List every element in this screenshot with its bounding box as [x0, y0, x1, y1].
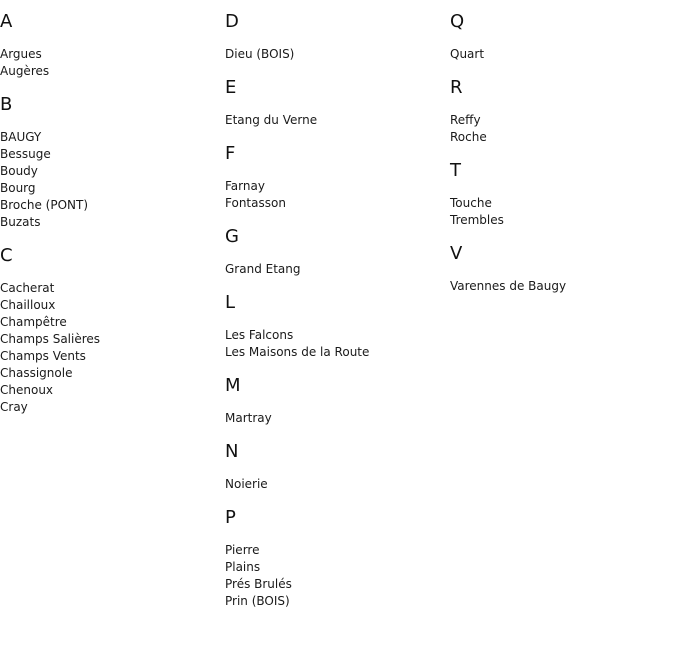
section-letter-p: P: [225, 507, 236, 528]
list-item[interactable]: Buzats: [0, 215, 41, 229]
section-b-list: [0, 129, 220, 231]
section-letter-g: G: [225, 226, 239, 247]
section-letter-c: C: [0, 245, 13, 266]
section-letter-l: L: [225, 292, 236, 313]
section-t: [450, 160, 670, 229]
list-item[interactable]: Martray: [225, 411, 272, 425]
section-letter-q: Q: [450, 11, 465, 32]
index-column-3: [450, 11, 670, 309]
section-f: [225, 143, 445, 212]
list-item[interactable]: Chailloux: [0, 298, 56, 312]
section-f-list: [225, 178, 445, 212]
section-q-list: [450, 46, 670, 63]
section-l: [225, 292, 445, 361]
section-c-list: [0, 280, 220, 416]
section-letter-n: N: [225, 441, 239, 462]
list-item[interactable]: Champêtre: [0, 315, 67, 329]
list-item[interactable]: Argues: [0, 47, 42, 61]
section-v: [450, 243, 670, 295]
section-letter-a: A: [0, 11, 13, 32]
list-item[interactable]: Pierre: [225, 543, 260, 557]
section-m-list: [225, 410, 445, 427]
list-item[interactable]: Augères: [0, 64, 50, 78]
list-item[interactable]: Reffy: [450, 113, 481, 127]
index-column-1: [0, 11, 220, 430]
section-letter-v: V: [450, 243, 463, 264]
list-item[interactable]: Quart: [450, 47, 485, 61]
list-item[interactable]: Noierie: [225, 477, 268, 491]
index-column-2: [225, 11, 445, 624]
section-letter-b: B: [0, 94, 13, 115]
section-t-list: [450, 195, 670, 229]
section-v-list: [450, 278, 670, 295]
section-letter-r: R: [450, 77, 463, 98]
section-l-list: [225, 327, 445, 361]
list-item[interactable]: Chenoux: [0, 383, 54, 397]
section-n-list: [225, 476, 445, 493]
list-item[interactable]: Prin (BOIS): [225, 594, 290, 608]
section-m: [225, 375, 445, 427]
section-q: [450, 11, 670, 63]
list-item[interactable]: Chassignole: [0, 366, 73, 380]
section-d: [225, 11, 445, 63]
list-item[interactable]: Champs Vents: [0, 349, 86, 363]
list-item[interactable]: Grand Etang: [225, 262, 301, 276]
list-item[interactable]: Cray: [0, 400, 28, 414]
section-letter-m: M: [225, 375, 241, 396]
section-letter-f: F: [225, 143, 236, 164]
section-d-list: [225, 46, 445, 63]
section-letter-e: E: [225, 77, 237, 98]
section-e: [225, 77, 445, 129]
list-item[interactable]: Bessuge: [0, 147, 51, 161]
list-item[interactable]: Trembles: [450, 213, 504, 227]
section-p-list: [225, 542, 445, 610]
list-item[interactable]: Farnay: [225, 179, 265, 193]
section-g: [225, 226, 445, 278]
section-letter-d: D: [225, 11, 239, 32]
list-item[interactable]: Champs Salières: [0, 332, 101, 346]
section-b: [0, 94, 220, 231]
section-r: [450, 77, 670, 146]
list-item[interactable]: Touche: [450, 196, 492, 210]
section-c: [0, 245, 220, 416]
section-r-list: [450, 112, 670, 146]
section-n: [225, 441, 445, 493]
list-item[interactable]: Prés Brulés: [225, 577, 292, 591]
section-p: [225, 507, 445, 610]
list-item[interactable]: Dieu (BOIS): [225, 47, 295, 61]
list-item[interactable]: Boudy: [0, 164, 38, 178]
section-letter-t: T: [450, 160, 461, 181]
list-item[interactable]: BAUGY: [0, 130, 42, 144]
list-item[interactable]: Cacherat: [0, 281, 55, 295]
list-item[interactable]: Les Falcons: [225, 328, 294, 342]
list-item[interactable]: Bourg: [0, 181, 36, 195]
section-a: [0, 11, 220, 80]
section-g-list: [225, 261, 445, 278]
list-item[interactable]: Fontasson: [225, 196, 286, 210]
list-item[interactable]: Etang du Verne: [225, 113, 318, 127]
list-item[interactable]: Varennes de Baugy: [450, 279, 567, 293]
list-item[interactable]: Broche (PONT): [0, 198, 88, 212]
list-item[interactable]: Plains: [225, 560, 261, 574]
section-a-list: [0, 46, 220, 80]
list-item[interactable]: Les Maisons de la Route: [225, 345, 370, 359]
section-e-list: [225, 112, 445, 129]
list-item[interactable]: Roche: [450, 130, 487, 144]
